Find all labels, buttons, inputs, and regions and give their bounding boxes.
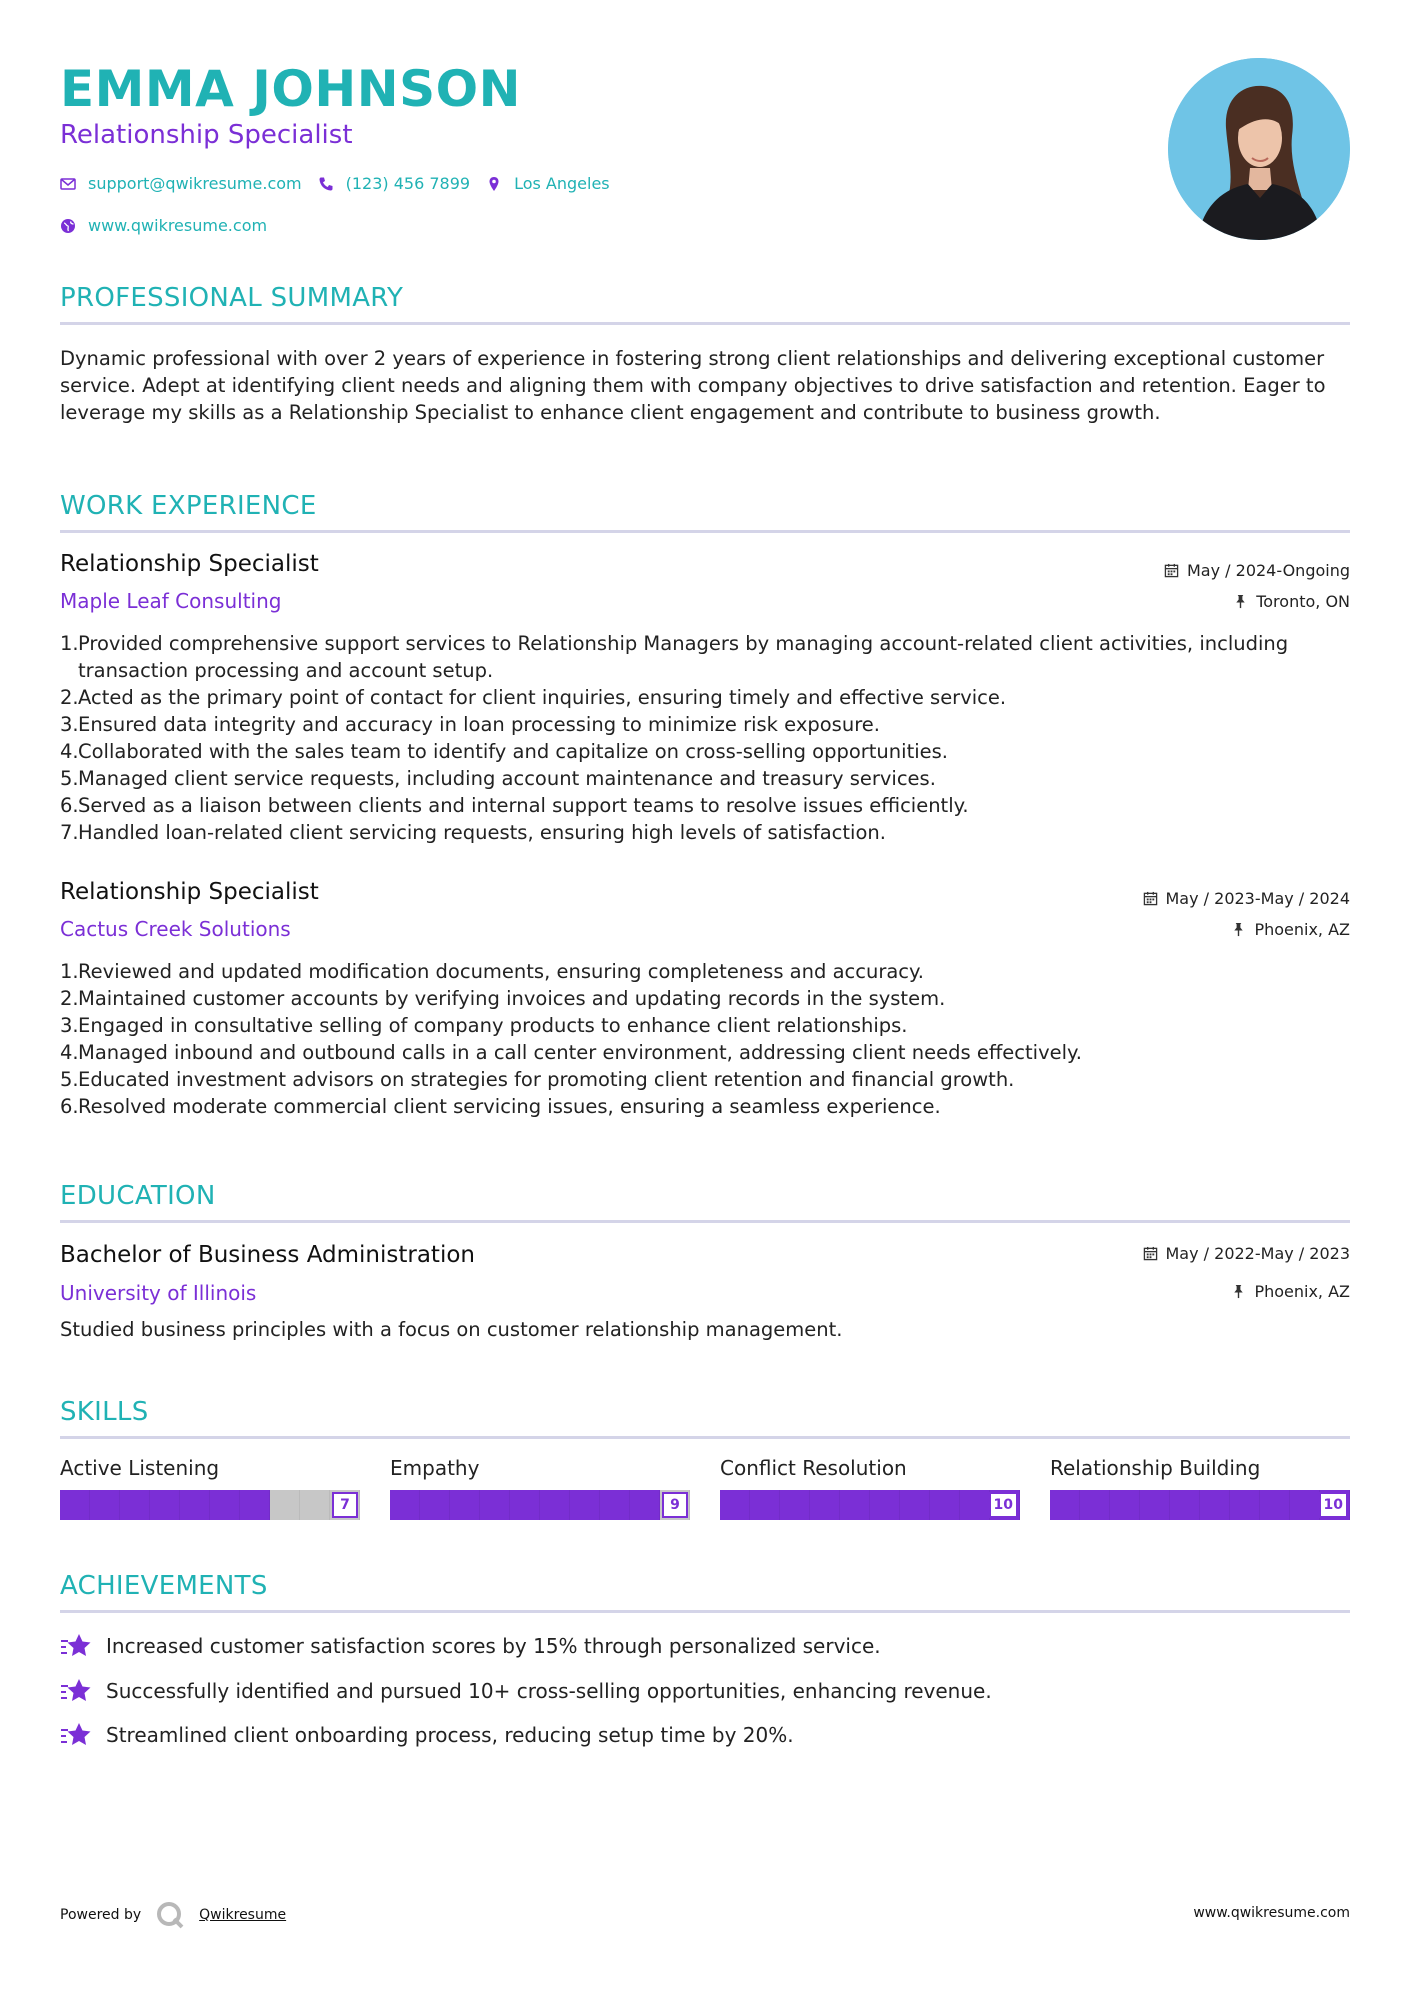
skill-bar-segment: [900, 1490, 930, 1520]
skill-bar-segment: [60, 1490, 90, 1520]
skill-name: Active Listening: [60, 1456, 220, 1480]
skill-item: [1050, 1456, 1350, 1520]
education-location-text: Phoenix, AZ: [1254, 1282, 1350, 1301]
map-pin-icon: [486, 176, 502, 192]
item-text: Handled loan-related client servicing requests, ensuring high levels of satisfaction.: [78, 821, 886, 844]
item-number: 1.: [60, 960, 79, 983]
job-responsibilities: [60, 958, 1350, 1120]
skills-divider: [60, 1436, 1350, 1439]
skill-level-badge: 10: [1319, 1492, 1348, 1518]
skill-bar-segment: [510, 1490, 540, 1520]
skill-bar-segment: [1080, 1490, 1110, 1520]
responsibility-item: [60, 1039, 1350, 1066]
phone-number[interactable]: (123) 456 7899: [345, 174, 471, 193]
skill-bar-segment: [390, 1490, 420, 1520]
experience-heading: WORK EXPERIENCE: [60, 491, 317, 521]
item-text: Managed inbound and outbound calls in a call center environment, addressing client needs effectively.: [78, 1041, 1082, 1064]
skill-bar-segment: [1200, 1490, 1230, 1520]
education-dates-text: May / 2022-May / 2023: [1165, 1244, 1350, 1263]
job-dates-text: May / 2023-May / 2024: [1165, 889, 1350, 908]
pushpin-icon: [1233, 594, 1248, 609]
skill-bar-segment: [1050, 1490, 1080, 1520]
skill-bar-segment: [270, 1490, 300, 1520]
achievements-divider: [60, 1610, 1350, 1613]
item-number: 6.: [60, 794, 79, 817]
company-name: Cactus Creek Solutions: [60, 917, 291, 941]
skill-name: Conflict Resolution: [720, 1456, 907, 1480]
skill-bar-segment: [450, 1490, 480, 1520]
education-divider: [60, 1220, 1350, 1223]
experience-divider: [60, 530, 1350, 533]
skill-bar-segment: [780, 1490, 810, 1520]
responsibility-item: [60, 711, 1350, 738]
calendar-icon: [1164, 563, 1179, 578]
skill-level-badge: 7: [332, 1492, 358, 1518]
job-dates: [1143, 889, 1351, 908]
job-location: [1231, 920, 1350, 939]
location-text: Los Angeles: [514, 174, 610, 193]
skill-bar-segment: [540, 1490, 570, 1520]
star-icon: [60, 1677, 92, 1705]
item-number: 7.: [60, 821, 79, 844]
job-dates-text: May / 2024-Ongoing: [1187, 561, 1350, 580]
responsibility-item: [60, 1012, 1350, 1039]
envelope-icon: [60, 176, 76, 192]
candidate-name: EMMA JOHNSON: [60, 60, 521, 118]
item-text: Maintained customer accounts by verifying invoices and updating records in the system.: [78, 987, 946, 1010]
summary-divider: [60, 322, 1350, 325]
responsibility-item: [60, 1066, 1350, 1093]
website-link[interactable]: www.qwikresume.com: [88, 216, 268, 235]
responsibility-item: [60, 1093, 1350, 1120]
qwikresume-link[interactable]: Qwikresume: [199, 1907, 287, 1923]
star-icon: [60, 1632, 92, 1660]
responsibility-item: [60, 765, 1350, 792]
job-location-text: Toronto, ON: [1256, 592, 1350, 611]
skill-name: Relationship Building: [1050, 1456, 1261, 1480]
powered-by-label: Powered by: [60, 1907, 142, 1923]
skill-bar-segment: [840, 1490, 870, 1520]
footer-powered-by: [60, 1900, 286, 1930]
item-number: 3.: [60, 1014, 79, 1037]
item-text: Managed client service requests, including account maintenance and treasury services.: [78, 767, 936, 790]
job-location: [1233, 592, 1350, 611]
phone-icon: [318, 176, 334, 192]
profile-photo: [1168, 58, 1350, 240]
skill-name: Empathy: [390, 1456, 480, 1480]
skill-bar-segment: [600, 1490, 630, 1520]
item-number: 3.: [60, 713, 79, 736]
calendar-icon: [1143, 891, 1158, 906]
skill-bar-segment: [120, 1490, 150, 1520]
skill-bar-segment: [1290, 1490, 1320, 1520]
responsibility-item: [60, 985, 1350, 1012]
item-text: Resolved moderate commercial client servicing issues, ensuring a seamless experience.: [78, 1095, 941, 1118]
skill-bar-segment: [750, 1490, 780, 1520]
achievement-text: Increased customer satisfaction scores by 15% through personalized service.: [106, 1634, 881, 1658]
item-number: 2.: [60, 987, 79, 1010]
skill-bar-segment: [810, 1490, 840, 1520]
job-title: Relationship Specialist: [60, 551, 319, 577]
calendar-icon: [1143, 1246, 1158, 1261]
item-text: Educated investment advisors on strategies for promoting client retention and financial growth.: [78, 1068, 1015, 1091]
skill-bar-segment: [420, 1490, 450, 1520]
item-number: 2.: [60, 686, 79, 709]
education-heading: EDUCATION: [60, 1181, 216, 1211]
degree-title: Bachelor of Business Administration: [60, 1242, 475, 1268]
skill-bar: [1050, 1490, 1350, 1520]
item-number: 5.: [60, 1068, 79, 1091]
item-text: Reviewed and updated modification documents, ensuring completeness and accuracy.: [78, 960, 924, 983]
skill-bar: [60, 1490, 360, 1520]
skill-bar-segment: [1260, 1490, 1290, 1520]
website-row: [60, 216, 267, 235]
candidate-role: Relationship Specialist: [60, 120, 353, 150]
skill-bar-segment: [1170, 1490, 1200, 1520]
item-number: 5.: [60, 767, 79, 790]
skill-bar-segment: [570, 1490, 600, 1520]
summary-text: Dynamic professional with over 2 years of experience in fostering strong client relationships and delivering exceptional customer service. Adept at identifying client needs and aligning them with company objectives to drive satisfaction and retention. Eager to leverage my skills as a Relationship Specialist to enhance client engagement and contribute to business growth.: [60, 347, 1326, 424]
skill-bar-segment: [300, 1490, 330, 1520]
skill-bar-segment: [90, 1490, 120, 1520]
skill-bar-segment: [150, 1490, 180, 1520]
globe-icon: [60, 218, 76, 234]
job-dates: [1164, 561, 1350, 580]
pushpin-icon: [1231, 1284, 1246, 1299]
job-location-text: Phoenix, AZ: [1254, 920, 1350, 939]
item-text: Acted as the primary point of contact for client inquiries, ensuring timely and effective service.: [78, 686, 1007, 709]
qwikresume-logo-icon: [155, 1900, 185, 1930]
job-responsibilities: [60, 630, 1350, 846]
skill-bar-segment: [210, 1490, 240, 1520]
item-number: 4.: [60, 740, 79, 763]
responsibility-item: [60, 792, 1350, 819]
skill-bar-segment: [960, 1490, 990, 1520]
education-dates: [1143, 1244, 1351, 1263]
responsibility-item: [60, 738, 1350, 765]
achievement-item: [60, 1721, 794, 1749]
skill-bar-segment: [240, 1490, 270, 1520]
skill-item: [60, 1456, 360, 1520]
skill-bar-segment: [480, 1490, 510, 1520]
item-text: Served as a liaison between clients and internal support teams to resolve issues efficiently.: [78, 794, 969, 817]
item-number: 6.: [60, 1095, 79, 1118]
education-location: [1231, 1282, 1350, 1301]
skill-bar-segment: [1230, 1490, 1260, 1520]
skill-level-badge: 10: [989, 1492, 1018, 1518]
responsibility-item: [60, 958, 1350, 985]
skill-bar-segment: [870, 1490, 900, 1520]
education-description: Studied business principles with a focus on customer relationship management.: [60, 1318, 843, 1341]
achievement-item: [60, 1677, 992, 1705]
footer-website[interactable]: www.qwikresume.com: [1193, 1905, 1350, 1921]
email-link[interactable]: support@qwikresume.com: [88, 174, 302, 193]
skill-bar-segment: [1140, 1490, 1170, 1520]
responsibility-item: [60, 819, 1350, 846]
achievement-text: Successfully identified and pursued 10+ cross-selling opportunities, enhancing revenue.: [106, 1679, 992, 1703]
skills-heading: SKILLS: [60, 1397, 149, 1427]
item-number: 1.: [60, 632, 79, 655]
item-text: Engaged in consultative selling of company products to enhance client relationships.: [78, 1014, 908, 1037]
skill-bar: [720, 1490, 1020, 1520]
contact-row: [60, 174, 610, 193]
skill-bar: [390, 1490, 690, 1520]
skill-bar-segment: [720, 1490, 750, 1520]
school-name: University of Illinois: [60, 1281, 257, 1305]
achievement-text: Streamlined client onboarding process, reducing setup time by 20%.: [106, 1723, 794, 1747]
item-text: Ensured data integrity and accuracy in loan processing to minimize risk exposure.: [78, 713, 880, 736]
skill-item: [390, 1456, 690, 1520]
company-name: Maple Leaf Consulting: [60, 589, 282, 613]
responsibility-item: [60, 684, 1350, 711]
job-title: Relationship Specialist: [60, 879, 319, 905]
star-icon: [60, 1721, 92, 1749]
skill-bar-segment: [180, 1490, 210, 1520]
avatar-portrait-icon: [1168, 58, 1350, 240]
responsibility-item: [60, 630, 1350, 684]
skill-item: [720, 1456, 1020, 1520]
item-text: Provided comprehensive support services to Relationship Managers by managing account-related client activities, including transaction processing and account setup.: [78, 632, 1289, 682]
achievements-heading: ACHIEVEMENTS: [60, 1571, 268, 1601]
skill-bar-segment: [930, 1490, 960, 1520]
pushpin-icon: [1231, 922, 1246, 937]
item-text: Collaborated with the sales team to identify and capitalize on cross-selling opportunities.: [78, 740, 948, 763]
item-number: 4.: [60, 1041, 79, 1064]
skill-level-badge: 9: [662, 1492, 688, 1518]
achievement-item: [60, 1632, 881, 1660]
summary-heading: PROFESSIONAL SUMMARY: [60, 283, 404, 313]
skill-bar-segment: [1110, 1490, 1140, 1520]
skill-bar-segment: [630, 1490, 660, 1520]
